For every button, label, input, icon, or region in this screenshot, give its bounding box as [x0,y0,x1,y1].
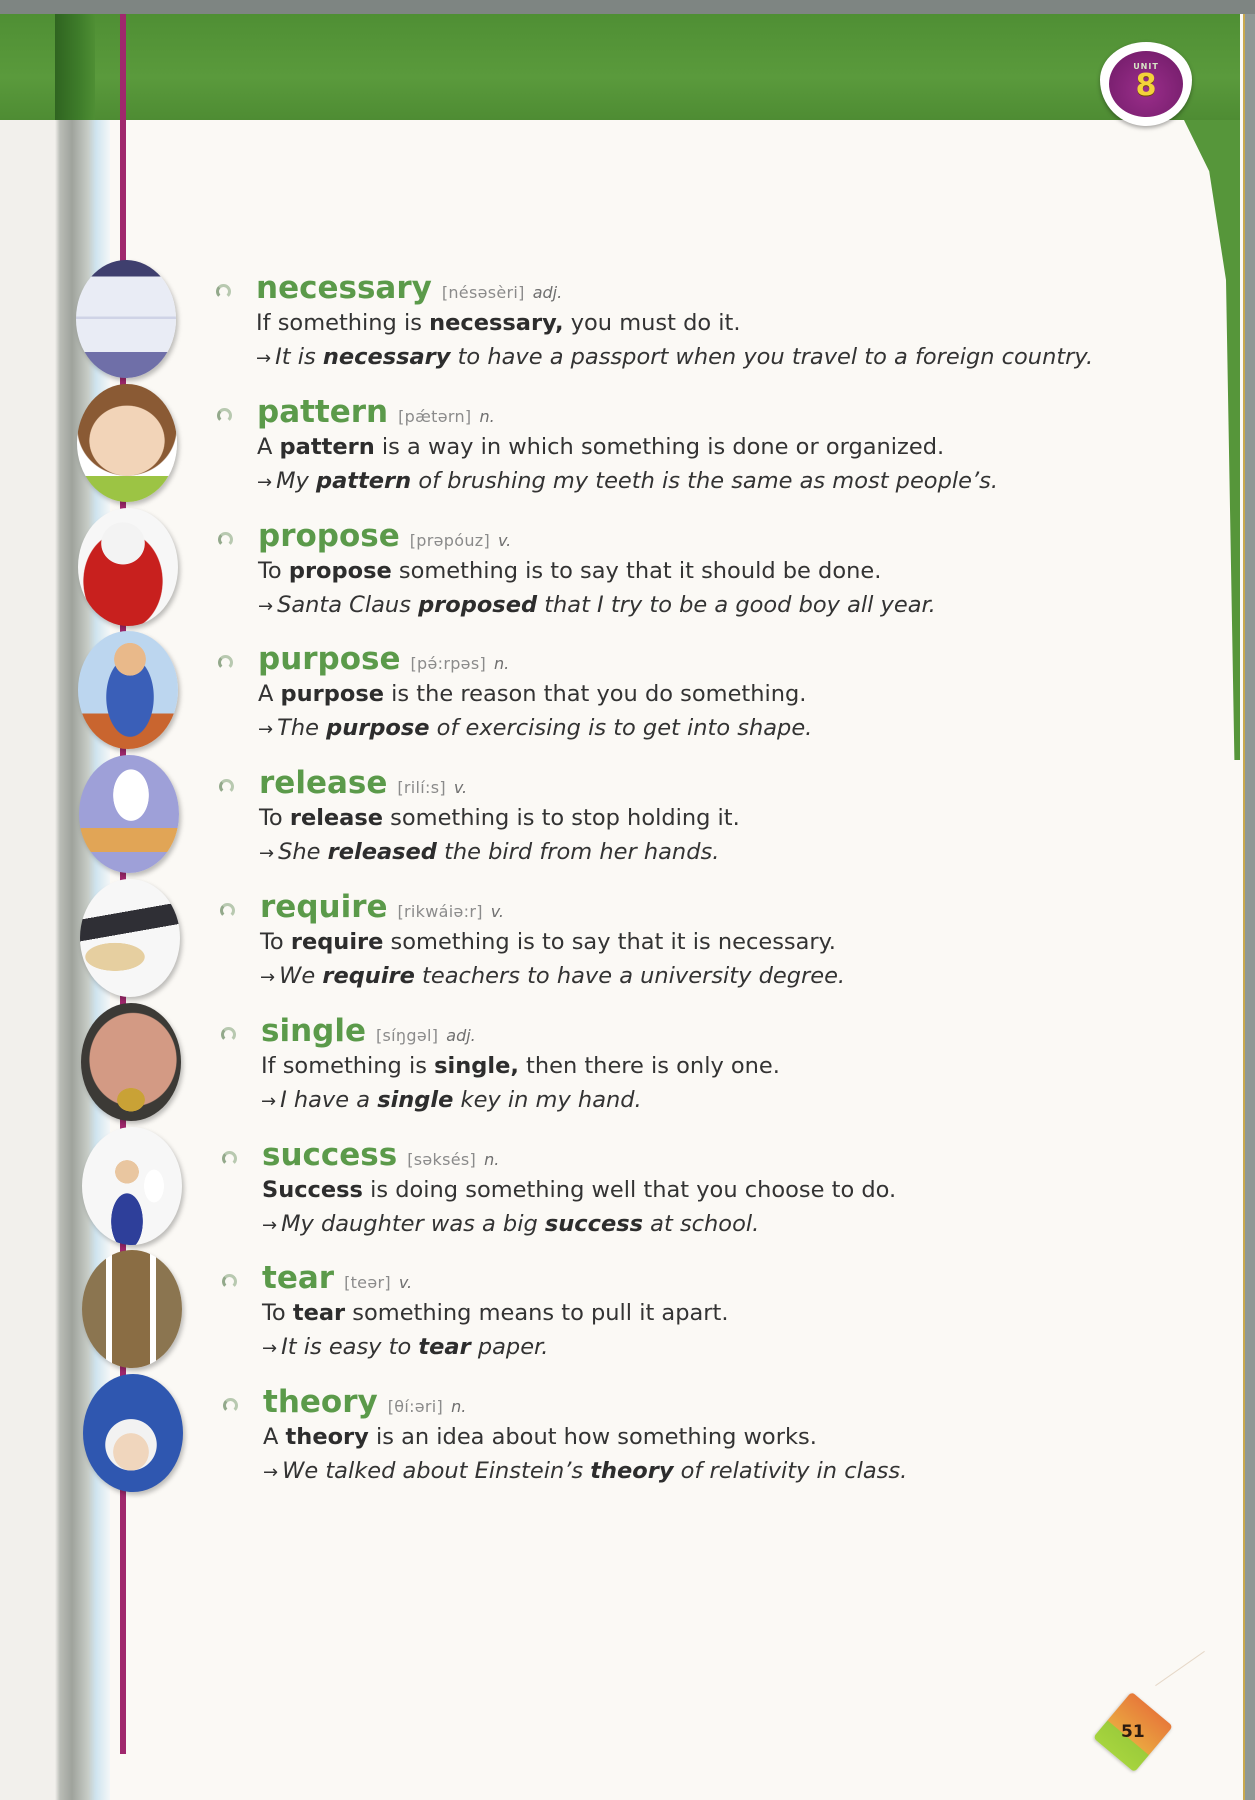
definition-keyword: pattern [279,434,375,460]
bullet-icon [223,1398,238,1413]
definition [259,803,740,833]
part-of-speech: v. [490,902,504,921]
example-text: to have a passport when you travel to a foreign country. [450,344,1094,370]
example-sentence [258,713,812,745]
definition-text: is doing something well that you choose to do. [362,1177,897,1203]
vocab-entry-success [0,1129,1255,1269]
example-keyword: pattern [315,468,412,494]
vocab-entry-propose [0,510,1255,650]
definition-text: If something is [261,1053,435,1079]
page-number: 51 [1121,1721,1145,1742]
definition [263,1422,817,1452]
definition-text: If something is [256,310,430,336]
vocab-entry-pattern [0,386,1255,526]
passport-icon [76,260,176,378]
arrow-right-icon: → [262,1338,278,1359]
headword: require [260,889,388,925]
example-text: It is easy to [281,1334,419,1360]
example-text: the bird from her hands. [436,839,720,865]
phonetic: [səksés] [407,1150,477,1169]
bullet-icon [218,655,233,670]
vocab-entry-necessary [0,262,1255,402]
einstein-icon [83,1374,183,1492]
example-keyword: require [322,963,415,989]
definition-text: something is to say that it should be done. [391,558,882,584]
headword: single [261,1013,366,1049]
example-keyword: single [377,1087,454,1113]
part-of-speech: v. [498,531,512,550]
headword: purpose [258,641,401,677]
definition-text: is an idea about how something works. [368,1424,817,1450]
definition [262,1298,729,1328]
definition-text: A [257,434,280,460]
definition [257,432,944,462]
bullet-icon [220,903,235,918]
example-sentence [257,466,998,498]
phonetic: [prəpóuz] [409,531,490,550]
definition-text: To [262,1300,293,1326]
definition [261,1051,780,1081]
bullet-icon [219,779,234,794]
headword-line [257,394,495,435]
part-of-speech: n. [494,654,510,673]
runner-icon [78,631,178,749]
vocab-entry-single [0,1005,1255,1145]
headword: propose [258,518,400,554]
definition [258,679,806,709]
example-text: My daughter was a big [281,1211,545,1237]
vocab-entry-require [0,881,1255,1021]
example-keyword: success [544,1211,644,1237]
example-text: of exercising is to get into shape. [429,715,813,741]
phonetic: [pǽtərn] [398,407,472,426]
definition-text: To [260,929,291,955]
girl-brushing-teeth-icon [77,384,177,502]
part-of-speech: n. [451,1397,467,1416]
definition-keyword: tear [292,1300,346,1326]
vocab-entry-tear [0,1252,1255,1392]
example-text: key in my hand. [453,1087,642,1113]
example-text: It is [275,344,323,370]
arrow-right-icon: → [257,472,273,493]
definition-text: is the reason that you do something. [383,681,807,707]
example-text: She [278,839,328,865]
phonetic: [teər] [344,1273,391,1292]
headword-line [256,270,562,311]
example-keyword: necessary [322,344,451,370]
headword: theory [263,1384,378,1420]
definition-keyword: release [289,805,384,831]
arrow-right-icon: → [261,1091,277,1112]
phonetic: [rikwáiə:r] [397,902,483,921]
definition-keyword: require [290,929,384,955]
example-text: of relativity in class. [673,1458,908,1484]
part-of-speech: adj. [532,283,563,302]
definition-text: is a way in which something is done or organized. [374,434,945,460]
headword-line [258,641,509,682]
definition-text: A [263,1424,286,1450]
vocab-entry-theory [0,1376,1255,1516]
arrow-right-icon: → [258,596,274,617]
example-text: Santa Claus [277,592,419,618]
headword-line [262,1137,499,1178]
bullet-icon [216,284,231,299]
example-sentence [258,590,936,622]
example-keyword: proposed [418,592,538,618]
definition-keyword: theory [285,1424,369,1450]
example-keyword: tear [418,1334,471,1360]
unit-label: UNIT [1133,61,1159,71]
graduation-cap-icon [80,879,180,997]
definition-text: something is to stop holding it. [383,805,740,831]
phonetic: [θí:əri] [387,1397,444,1416]
phonetic: [pə́:rpəs] [410,654,487,673]
definition [258,556,881,586]
arrow-right-icon: → [262,1215,278,1236]
definition-keyword: propose [288,558,392,584]
torn-paper-icon [82,1250,182,1368]
definition-text: To [258,558,289,584]
definition-text: To [259,805,290,831]
headword-line [259,765,467,806]
headword-line [262,1260,412,1301]
headword: success [262,1137,398,1173]
example-text: of brushing my teeth is the same as most people’s. [411,468,998,494]
arrow-right-icon: → [258,719,274,740]
example-sentence [262,1209,759,1241]
dove-hands-icon [79,755,179,873]
definition-text: then there is only one. [518,1053,780,1079]
phonetic: [nésəsèri] [441,283,525,302]
definition-text: A [258,681,281,707]
vocab-entry-release [0,757,1255,897]
key-in-hand-icon [81,1003,181,1121]
santa-claus-icon [78,508,178,626]
vocab-entry-purpose [0,633,1255,773]
part-of-speech: n. [479,407,495,426]
bullet-icon [217,408,232,423]
arrow-right-icon: → [260,967,276,988]
graduate-girl-icon [82,1127,182,1245]
headword-line [263,1384,466,1425]
headword: release [259,765,388,801]
example-text: We [279,963,323,989]
example-sentence [260,961,845,993]
definition-keyword: single, [434,1053,519,1079]
arrow-right-icon: → [263,1462,279,1483]
example-keyword: released [327,839,437,865]
example-text: I have a [280,1087,378,1113]
definition-text: something means to pull it apart. [345,1300,729,1326]
definition [256,308,741,338]
example-sentence [256,342,1093,374]
headword-line [260,889,504,930]
part-of-speech: v. [453,778,468,797]
part-of-speech: v. [398,1273,413,1292]
example-keyword: theory [590,1458,674,1484]
arrow-right-icon: → [256,348,272,369]
definition-text: something is to say that it is necessary. [383,929,836,955]
example-sentence [259,837,719,869]
phonetic: [síŋgəl] [376,1026,439,1045]
headword-line [258,518,511,559]
headword: pattern [257,394,389,430]
bullet-icon [218,532,233,547]
bullet-icon [222,1274,237,1289]
bullet-icon [221,1027,236,1042]
example-text: My [276,468,316,494]
arrow-right-icon: → [259,843,275,864]
headword: tear [262,1260,335,1296]
definition-text: you must do it. [563,310,741,336]
example-text: We talked about Einstein’s [282,1458,591,1484]
example-keyword: purpose [326,715,430,741]
example-text: paper. [470,1334,549,1360]
example-text: The [277,715,327,741]
bullet-icon [222,1151,237,1166]
definition-keyword: purpose [280,681,384,707]
definition [260,927,836,957]
example-sentence [262,1332,548,1364]
example-text: at school. [643,1211,760,1237]
definition [262,1175,896,1205]
part-of-speech: n. [484,1150,500,1169]
headword-line [261,1013,476,1054]
headword: necessary [256,270,432,306]
unit-number: 8 [1135,67,1157,103]
example-text: teachers to have a university degree. [414,963,846,989]
example-sentence [261,1085,642,1117]
definition-keyword: Success [262,1177,363,1203]
part-of-speech: adj. [446,1026,476,1045]
example-text: that I try to be a good boy all year. [537,592,936,618]
definition-keyword: necessary, [429,310,564,336]
phonetic: [rilí:s] [397,778,446,797]
example-sentence [263,1456,907,1488]
